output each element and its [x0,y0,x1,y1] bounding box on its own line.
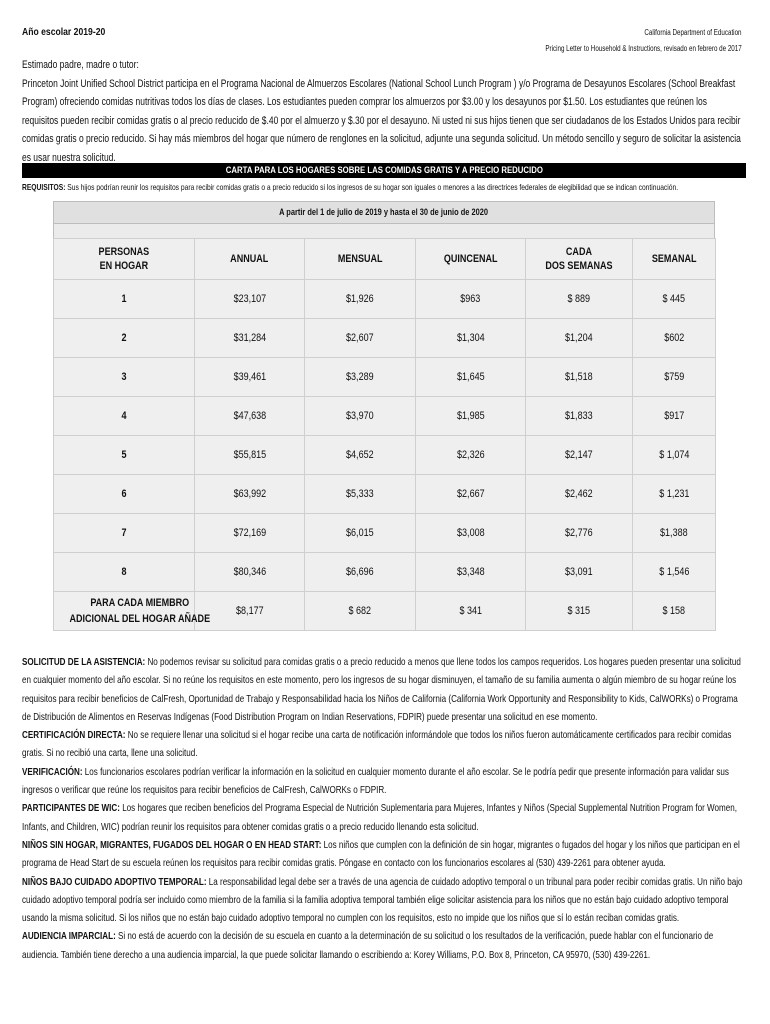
school-year: Año escolar 2019-20 [22,26,106,38]
rule-paragraph [22,764,746,801]
twice-cell: $2,462 [526,475,633,514]
biweekly-cell: $963 [416,280,526,319]
household-size-cell: 2 [54,319,195,358]
additional-annual-cell: $8,177 [195,592,305,631]
col-twice-line1: CADA [565,246,593,258]
biweekly-cell: $3,348 [416,553,526,592]
additional-twice-cell: $ 315 [526,592,633,631]
rule-label: AUDIENCIA IMPARCIAL: [22,931,116,943]
twice-cell: $3,091 [526,553,633,592]
rule-paragraph [22,874,746,929]
table-period-text: A partir del 1 de julio de 2019 y hasta el 30 de junio de 2020 [279,207,489,217]
weekly-cell: $ 1,231 [633,475,716,514]
additional-member-label: PARA CADA MIEMBRO ADICIONAL DEL HOGAR AÑADE [54,592,195,631]
twice-cell: $2,776 [526,514,633,553]
annual-cell: $72,169 [195,514,305,553]
col-weekly: SEMANAL [633,239,716,280]
requirements-label: REQUISITOS: [22,182,66,192]
income-table [53,201,715,631]
rule-paragraph [22,837,746,874]
annual-cell: $23,107 [195,280,305,319]
annual-cell: $31,284 [195,319,305,358]
twice-cell: $1,833 [526,397,633,436]
weekly-cell: $ 445 [633,280,716,319]
household-size-cell: 5 [54,436,195,475]
table-period [53,201,715,224]
biweekly-cell: $3,008 [416,514,526,553]
table-row [54,358,716,397]
rule-label: PARTICIPANTES DE WIC: [22,803,120,815]
household-size-cell: 1 [54,280,195,319]
household-size-cell: 4 [54,397,195,436]
rule-label: CERTIFICACIÓN DIRECTA: [22,730,126,742]
agency-name: California Department of Education [644,28,742,37]
monthly-cell: $1,926 [305,280,416,319]
section-title: CARTA PARA LOS HOGARES SOBRE LAS COMIDAS GRATIS Y A PRECIO REDUCIDO [225,165,543,176]
rule-text: No se requiere llenar una solicitud si el hogar recibe una carta de notificación informándole que todos los niños fueron automáticamente certificados para recibir comidas gratis. Si no recibió una carta, llene una solicitud. [22,730,732,760]
rule-paragraph [22,654,746,727]
col-household-size [54,239,195,280]
additional-biweekly-cell: $ 341 [416,592,526,631]
household-size-cell: 8 [54,553,195,592]
twice-cell: $2,147 [526,436,633,475]
weekly-cell: $1,388 [633,514,716,553]
rule-text: Los niños que cumplen con la definición de sin hogar, migrantes o fugados del hogar y los niños que participan en el programa de Head Start de su escuela reúnen los requisitos para recibir comidas gratis. Póngase en contacto con los funcionarios escolares al (530) 439-2261 para obtener ayuda. [22,839,740,870]
greeting: Estimado padre, madre o tutor: [22,59,139,71]
twice-cell: $1,204 [526,319,633,358]
annual-cell: $55,815 [195,436,305,475]
weekly-cell: $917 [633,397,716,436]
annual-cell: $80,346 [195,553,305,592]
table-row [54,436,716,475]
annual-cell: $63,992 [195,475,305,514]
col-twice-monthly [526,239,633,280]
table-row [54,319,716,358]
twice-cell: $ 889 [526,280,633,319]
monthly-cell: $6,015 [305,514,416,553]
twice-cell: $1,518 [526,358,633,397]
requirements-text: Sus hijos podrían reunir los requisitos para recibir comidas gratis o a precio reducido si los ingresos de su hogar son iguales o menores a las directrices federales de elegibilidad que se indican continuación. [65,182,679,192]
household-size-cell: 6 [54,475,195,514]
table-row [54,553,716,592]
table-spacer [53,224,715,238]
additional-member-row [54,592,716,631]
rule-label: VERIFICACIÓN: [22,766,83,778]
biweekly-cell: $2,326 [416,436,526,475]
table-row [54,397,716,436]
rule-label: NIÑOS SIN HOGAR, MIGRANTES, FUGADOS DEL HOGAR O EN HEAD START: [22,839,322,851]
rule-label: NIÑOS BAJO CUIDADO ADOPTIVO TEMPORAL: [22,876,207,888]
col-household-size-line2: EN HOGAR [99,260,149,272]
section-title-bar [22,163,746,178]
weekly-cell: $ 1,546 [633,553,716,592]
rule-text: Los hogares que reciben beneficios del Programa Especial de Nutrición Suplementaria para Mujeres, Infantes y Niños (Special Supplemental Nutrition Program for Women, Infants, and Children, WIC) podrían reunir los requisitos para obtener comidas gratis o a precio reducido llenando esta solicitud. [22,803,737,833]
table-header-row [54,239,716,280]
weekly-cell: $ 1,074 [633,436,716,475]
weekly-cell: $602 [633,319,716,358]
monthly-cell: $3,289 [305,358,416,397]
table-row [54,475,716,514]
rule-text: No podemos revisar su solicitud para comidas gratis o a precio reducido a menos que llene todos los campos requeridos. Los hogares pueden presentar una solicitud en cualquier momento del año escolar. Si no reúne los requisitos en este momento, pero los ingresos de su hogar disminuyen, el tamaño de su familia aumenta o algún miembro de su hogar reúne los requisitos para recibir beneficios de CalFresh, Oportunidad de Trabajo y Responsabilidad hacia los Niños de California (California Work Opportunity and Responsibility to Kids, CalWORKs) o Programa de Distribución de Alimentos en Reservas Indígenas (Food Distribution Program on Indian Reservations, FDPIR) puede presentar una solicitud en ese momento. [22,657,741,723]
monthly-cell: $6,696 [305,553,416,592]
household-size-cell: 7 [54,514,195,553]
col-twice-line2: DOS SEMANAS [545,260,613,272]
additional-monthly-cell: $ 682 [305,592,416,631]
income-guidelines-table [53,238,716,631]
rule-text: La responsabilidad legal debe ser a través de una agencia de cuidado adoptivo temporal o un tribunal para poder recibir comidas gratis. Un niño bajo cuidado adoptivo temporal podría ser incluido como miembro de la familia si la familia adoptiva temporal también elige solicitar asistencia para los niños que no están bajo cuidado adoptivo temporal usando la misma solicitud. Si los niños que no están bajo cuidado adoptivo temporal no cumplen con los requisitos, esto no impide que los niños que sí lo están reciban comidas gratis. [22,876,743,925]
annual-cell: $39,461 [195,358,305,397]
rule-text: Si no está de acuerdo con la decisión de su escuela en cuanto a la determinación de su solicitud o los resultados de la verificación, puede hablar con el funcionario de audiencia. También tiene derecho a una audiencia imparcial, la que puede solicitar llamando o escribiendo a: Korey Williams, P.O. Box 8, Princeton, CA 95970, (530) 439-2261. [22,931,714,961]
document-reference: Pricing Letter to Household & Instructions, revisado en febrero de 2017 [545,44,742,53]
rule-label: SOLICITUD DE LA ASISTENCIA: [22,657,146,668]
monthly-cell: $5,333 [305,475,416,514]
annual-cell: $47,638 [195,397,305,436]
intro-paragraph: Princeton Joint Unified School District participa en el Programa Nacional de Almuerzos Escolares (National School Lunch Program ) y/o Programa de Desayunos Escolares (School Breakfast Program) ofreciendo comidas nutritivas todos los días de clases. Los estudiantes pueden comprar los almuerzos por $3.00 y los desayunos por $1.50. Los estudiantes que reúnen los requisitos pueden recibir comidas gratis o al precio reducido de $.40 por el almuerzo y $.30 por el desayuno. Ni usted ni sus hijos tienen que ser ciudadanos de los Estados Unidos para recibir comidas gratis o precio reducido. Si hay más miembros del hogar que número de renglones en la solicitud, adjunte una segunda solicitud. Un método sencillo y seguro de solicitar la asistencia es usar nuestra solicitud. [22,77,741,164]
additional-weekly-cell: $ 158 [633,592,716,631]
table-row [54,514,716,553]
table-row [54,280,716,319]
rule-paragraph [22,800,746,837]
rules-section [22,654,746,965]
biweekly-cell: $1,304 [416,319,526,358]
col-monthly: MENSUAL [305,239,416,280]
col-biweekly: QUINCENAL [416,239,526,280]
biweekly-cell: $1,985 [416,397,526,436]
rule-paragraph [22,928,746,965]
requirements [22,181,742,193]
col-annual: ANNUAL [195,239,305,280]
household-size-cell: 3 [54,358,195,397]
biweekly-cell: $2,667 [416,475,526,514]
rule-text: Los funcionarios escolares podrían verificar la información en la solicitud en cualquier momento durante el año escolar. Se le podría pedir que presente información para validar sus ingresos o verificar que reúne los requisitos para recibir beneficios de CalFresh, CalWORKs o FDPIR. [22,766,729,797]
monthly-cell: $4,652 [305,436,416,475]
weekly-cell: $759 [633,358,716,397]
col-household-size-line1: PERSONAS [98,246,150,258]
monthly-cell: $3,970 [305,397,416,436]
biweekly-cell: $1,645 [416,358,526,397]
monthly-cell: $2,607 [305,319,416,358]
table-body [54,280,716,631]
rule-paragraph [22,727,746,764]
intro-section [22,56,742,167]
